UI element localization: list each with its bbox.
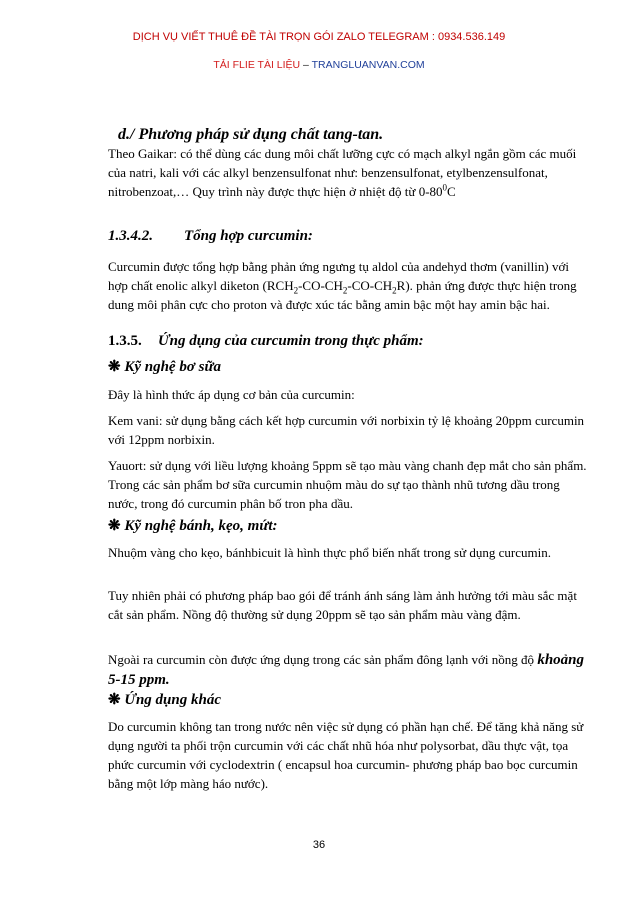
heading-1342-number: 1.3.4.2.: [108, 228, 153, 244]
header-download-line: [0, 59, 638, 71]
paragraph-frozen: [108, 650, 588, 690]
paragraph-candy: Nhuộm vàng cho kẹo, bánhbicuit là hình thực phổ biến nhất trong sử dụng curcumin.: [108, 545, 552, 560]
page-number: 36: [312, 839, 326, 851]
heading-confectionery: [108, 516, 588, 536]
paragraph-yogurt: Yauort: sử dụng với liều lượng khoảng 5ppm sẽ tạo màu vàng chanh đẹp mắt cho sản phẩm. Trong các sản phẩm bơ sữa curcumin nhuộm màu do sự tạo thành nhũ tương dầu trong nước, trong đó curcumin phân bố tron pha dầu.: [108, 458, 587, 511]
header-service-line: DỊCH VỤ VIẾT THUÊ ĐỀ TÀI TRỌN GÓI ZALO TELEGRAM : 0934.536.149: [132, 31, 506, 43]
header-website-link[interactable]: TRANGLUANVAN.COM: [311, 59, 425, 71]
heading-d-method: d./ Phương pháp sử dụng chất tang-tan.: [118, 126, 384, 143]
paragraph-gaikar: [108, 144, 584, 201]
subscript: 2: [392, 285, 397, 296]
subscript: 2: [293, 285, 299, 296]
paragraph-vanilla: Kem vani: sử dụng bằng cách kết hợp curcumin với norbixin tỷ lệ khoảng 20ppm curcumin với 12ppm norbixin.: [108, 413, 585, 447]
superscript-degree: 0: [442, 182, 448, 193]
flower-bullet-icon: ❋: [108, 692, 121, 708]
paragraph-packaging: Tuy nhiên phải có phương pháp bao gói để tránh ánh sáng làm ảnh hưởng tới màu sắc mặt cắt sản phẩm. Nồng độ thường sử dụng 20ppm sẽ tạo sản phẩm màu vàng đậm.: [108, 588, 577, 622]
heading-1342: [108, 226, 588, 246]
subscript: 2: [342, 285, 348, 296]
paragraph-gaikar-text: Theo Gaikar: có thể dùng các dung môi chất lưỡng cực có mạch alkyl ngắn gồm các muối của natri, kali với các alkyl benzensulfonat như: benzensulfonat, etylbenzensulfonat, nitrobenzoat,… Quy trình này được thực hiện ở nhiệt độ từ 0-80: [108, 146, 577, 199]
paragraph-frozen-dose: khoảng 5-15 ppm.: [108, 652, 584, 688]
heading-dairy-text: Kỹ nghệ bơ sữa: [124, 359, 221, 375]
header-download-text: TẢI FLIE TÀI LIỆU: [213, 59, 301, 71]
paragraph-gaikar-end: C: [447, 184, 456, 199]
heading-135-number: 1.3.5.: [108, 333, 142, 349]
paragraph-frozen-text: Ngoài ra curcumin còn được ứng dụng trong các sản phẩm đông lạnh với nồng độ: [108, 652, 538, 667]
header-separator: –: [300, 59, 312, 71]
heading-135: [108, 331, 588, 351]
paragraph-dairy-intro: Đây là hình thức áp dụng cơ bản của curcumin:: [108, 387, 355, 402]
paragraph-synthesis-text: -CO-CH: [298, 278, 343, 293]
heading-other-uses-text: Ứng dụng khác: [124, 692, 221, 708]
heading-confectionery-text: Kỹ nghệ bánh, kẹo, mứt:: [124, 518, 278, 534]
heading-135-title: Ứng dụng của curcumin trong thực phẩm:: [158, 333, 424, 349]
heading-dairy: [108, 357, 588, 377]
paragraph-synthesis-text: Curcumin được tổng hợp bằng phản ứng ngưng tụ aldol của andehyd thơm (vanillin) với hợp chất enolic alkyl diketon (RCH: [108, 259, 569, 293]
flower-bullet-icon: ❋: [108, 359, 121, 375]
paragraph-synthesis-text: R). phản ứng được thực hiện trong dung môi phân cực cho proton và được xúc tác bằng amin bậc một hay amin bậc hai.: [108, 278, 577, 312]
heading-1342-title: Tổng hợp curcumin:: [184, 228, 313, 244]
paragraph-synthesis-text: -CO-CH: [347, 278, 393, 293]
paragraph-synthesis: [108, 257, 588, 314]
heading-other-uses: [108, 690, 588, 710]
flower-bullet-icon: ❋: [108, 518, 121, 534]
paragraph-other-uses: Do curcumin không tan trong nước nên việc sử dụng có phần hạn chế. Để tăng khả năng sử dụng người ta phối trộn curcumin với các chất nhũ hóa như polysorbat, dầu thực vật, tọa phức curcumin với cyclodextrin ( encapsul hoa curcumin- phương pháp bao bọc curcumin bằng một lớp màng háo nước).: [108, 719, 584, 791]
